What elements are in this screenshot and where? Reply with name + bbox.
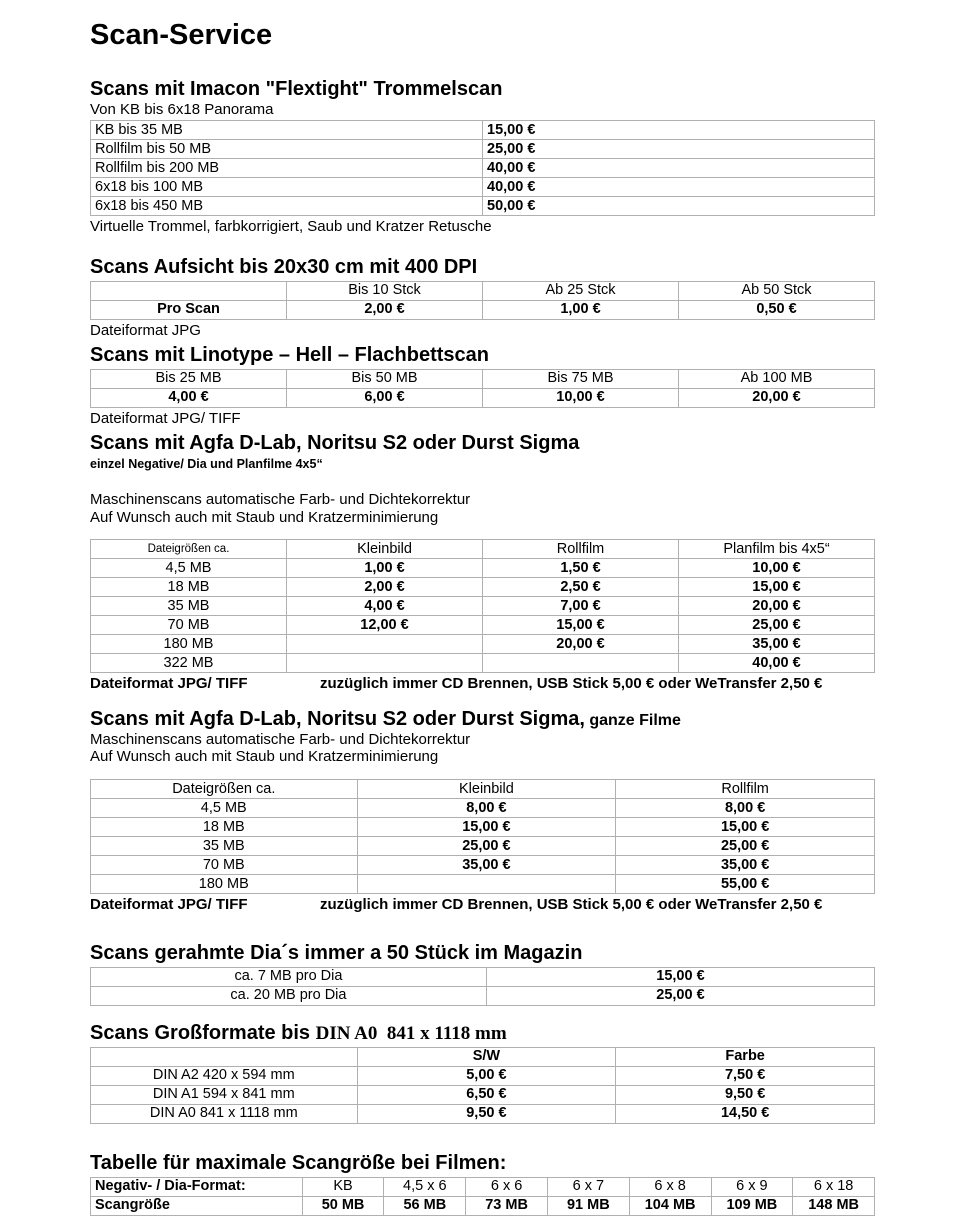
section-heading-aufsicht: Scans Aufsicht bis 20x30 cm mit 400 DPI bbox=[90, 255, 478, 278]
table-cell: 15,00 € bbox=[486, 967, 874, 986]
table-cell: 6 x 9 bbox=[711, 1177, 793, 1196]
table-row bbox=[91, 967, 875, 986]
section-heading-imacon: Scans mit Imacon "Flextight" Trommelscan bbox=[90, 77, 503, 100]
table-cell: Negativ- / Dia-Format: bbox=[91, 1177, 303, 1196]
section-agfa-ganze bbox=[90, 708, 875, 914]
table-cell: 15,00 € bbox=[616, 818, 875, 837]
table-row bbox=[91, 540, 875, 559]
linotype-note: Dateiformat JPG/ TIFF bbox=[90, 410, 241, 428]
table-cell: 7,00 € bbox=[483, 597, 679, 616]
table-cell: 70 MB bbox=[91, 856, 358, 875]
surcharge-note: zuzüglich immer CD Brennen, USB Stick 5,00 € oder WeTransfer 2,50 € bbox=[320, 896, 823, 914]
scangroesse-table bbox=[90, 1177, 875, 1216]
table-cell: 40,00 € bbox=[483, 178, 875, 197]
table-cell: S/W bbox=[357, 1047, 616, 1066]
table-cell: 1,00 € bbox=[483, 300, 679, 319]
table-cell: 2,50 € bbox=[483, 578, 679, 597]
table-cell: KB bbox=[302, 1177, 384, 1196]
table-cell: 9,50 € bbox=[616, 1085, 875, 1104]
table-cell: 1,00 € bbox=[287, 559, 483, 578]
table-cell: Farbe bbox=[616, 1047, 875, 1066]
table-cell: Ab 100 MB bbox=[679, 370, 875, 389]
table-cell: 40,00 € bbox=[483, 159, 875, 178]
table-cell: Kleinbild bbox=[357, 780, 616, 799]
table-cell: Ab 25 Stck bbox=[483, 281, 679, 300]
table-cell: 56 MB bbox=[384, 1196, 466, 1215]
table-cell: 50,00 € bbox=[483, 197, 875, 216]
agfa-ganze-line2: Auf Wunsch auch mit Staub und Kratzerminimierung bbox=[90, 748, 439, 766]
table-cell: 20,00 € bbox=[679, 389, 875, 408]
table-cell: 6x18 bis 450 MB bbox=[91, 197, 483, 216]
table-cell: 20,00 € bbox=[679, 597, 875, 616]
table-cell: ca. 20 MB pro Dia bbox=[91, 986, 487, 1005]
agfa-ganze-line1: Maschinenscans automatische Farb- und Dichtekorrektur bbox=[90, 730, 471, 748]
table-row bbox=[91, 799, 875, 818]
table-cell: 6 x 6 bbox=[466, 1177, 548, 1196]
table-row bbox=[91, 197, 875, 216]
table-cell: 6,50 € bbox=[357, 1085, 616, 1104]
agfa-ganze-price-table bbox=[90, 779, 875, 894]
aufsicht-price-table bbox=[90, 281, 875, 320]
table-row bbox=[91, 635, 875, 654]
table-row bbox=[91, 1196, 875, 1215]
table-cell: 18 MB bbox=[91, 578, 287, 597]
table-cell: 91 MB bbox=[547, 1196, 629, 1215]
table-cell: Planfilm bis 4x5“ bbox=[679, 540, 875, 559]
table-cell: Rollfilm bbox=[483, 540, 679, 559]
imacon-price-table bbox=[90, 120, 875, 216]
table-cell: 35,00 € bbox=[679, 635, 875, 654]
section-heading-agfa-ganze bbox=[90, 708, 875, 731]
table-cell: 40,00 € bbox=[679, 654, 875, 673]
table-cell: 73 MB bbox=[466, 1196, 548, 1215]
file-format-label: Dateiformat JPG/ TIFF bbox=[90, 896, 248, 914]
table-cell: 180 MB bbox=[91, 635, 287, 654]
table-cell: 5,00 € bbox=[357, 1066, 616, 1085]
table-cell: 6 x 7 bbox=[547, 1177, 629, 1196]
table-cell: 35,00 € bbox=[616, 856, 875, 875]
table-row bbox=[91, 281, 875, 300]
table-cell bbox=[357, 875, 616, 894]
table-cell: Bis 10 Stck bbox=[287, 281, 483, 300]
table-cell: 109 MB bbox=[711, 1196, 793, 1215]
table-row bbox=[91, 875, 875, 894]
table-row bbox=[91, 578, 875, 597]
table-cell: 25,00 € bbox=[616, 837, 875, 856]
table-cell bbox=[91, 281, 287, 300]
table-cell: Bis 25 MB bbox=[91, 370, 287, 389]
table-cell: 35,00 € bbox=[357, 856, 616, 875]
table-row bbox=[91, 159, 875, 178]
table-cell: 2,00 € bbox=[287, 578, 483, 597]
agfa-ganze-footer bbox=[90, 896, 875, 913]
table-cell: 20,00 € bbox=[483, 635, 679, 654]
section-grossformate bbox=[90, 1022, 875, 1124]
section-linotype bbox=[90, 344, 875, 427]
table-row bbox=[91, 654, 875, 673]
table-cell: DIN A0 841 x 1118 mm bbox=[91, 1104, 358, 1123]
table-row bbox=[91, 986, 875, 1005]
table-cell: 1,50 € bbox=[483, 559, 679, 578]
section-scangroesse bbox=[90, 1152, 875, 1216]
section-agfa-einzel bbox=[90, 432, 875, 692]
table-cell: 6 x 8 bbox=[629, 1177, 711, 1196]
section-heading-agfa-einzel: Scans mit Agfa D-Lab, Noritsu S2 oder Durst Sigma bbox=[90, 432, 580, 455]
table-cell: Bis 50 MB bbox=[287, 370, 483, 389]
table-cell: 15,00 € bbox=[357, 818, 616, 837]
heading-main: Scans mit Agfa D-Lab, Noritsu S2 oder Durst Sigma, bbox=[90, 707, 585, 730]
table-cell: 10,00 € bbox=[483, 389, 679, 408]
agfa-einzel-price-table bbox=[90, 539, 875, 673]
table-cell: 104 MB bbox=[629, 1196, 711, 1215]
table-cell: DIN A1 594 x 841 mm bbox=[91, 1085, 358, 1104]
table-cell: 2,00 € bbox=[287, 300, 483, 319]
table-cell: 25,00 € bbox=[486, 986, 874, 1005]
agfa-einzel-footer bbox=[90, 675, 875, 692]
table-cell: 8,00 € bbox=[357, 799, 616, 818]
table-cell: Kleinbild bbox=[287, 540, 483, 559]
table-cell: 8,00 € bbox=[616, 799, 875, 818]
table-cell: Dateigrößen ca. bbox=[91, 780, 358, 799]
table-cell: 10,00 € bbox=[679, 559, 875, 578]
table-row bbox=[91, 389, 875, 408]
table-cell bbox=[287, 635, 483, 654]
table-row bbox=[91, 837, 875, 856]
section-heading-grossformate bbox=[90, 1022, 875, 1045]
grossformate-price-table bbox=[90, 1047, 875, 1124]
table-row bbox=[91, 1047, 875, 1066]
table-row bbox=[91, 140, 875, 159]
table-cell: 18 MB bbox=[91, 818, 358, 837]
heading-serif-part: DIN A0 841 x 1118 mm bbox=[315, 1022, 507, 1044]
table-cell: 25,00 € bbox=[357, 837, 616, 856]
table-cell: 4,00 € bbox=[287, 597, 483, 616]
section-heading-scangroesse: Tabelle für maximale Scangröße bei Filmen: bbox=[90, 1151, 507, 1174]
dias-price-table bbox=[90, 967, 875, 1006]
table-cell: 4,5 x 6 bbox=[384, 1177, 466, 1196]
aufsicht-note: Dateiformat JPG bbox=[90, 321, 201, 339]
table-cell: Bis 75 MB bbox=[483, 370, 679, 389]
heading-suffix: ganze Filme bbox=[584, 711, 681, 729]
table-row bbox=[91, 1066, 875, 1085]
table-cell: 14,50 € bbox=[616, 1104, 875, 1123]
imacon-subtitle: Von KB bis 6x18 Panorama bbox=[90, 100, 274, 118]
section-imacon bbox=[90, 78, 875, 236]
table-row bbox=[91, 1104, 875, 1123]
table-row bbox=[91, 1177, 875, 1196]
table-row bbox=[91, 616, 875, 635]
agfa-einzel-line2: Auf Wunsch auch mit Staub und Kratzerminimierung bbox=[90, 508, 439, 526]
table-cell: 180 MB bbox=[91, 875, 358, 894]
table-cell: 15,00 € bbox=[483, 121, 875, 140]
table-cell bbox=[287, 654, 483, 673]
table-cell: ca. 7 MB pro Dia bbox=[91, 967, 487, 986]
table-cell: 0,50 € bbox=[679, 300, 875, 319]
table-cell: DIN A2 420 x 594 mm bbox=[91, 1066, 358, 1085]
table-cell: 6,00 € bbox=[287, 389, 483, 408]
table-cell: Scangröße bbox=[91, 1196, 303, 1215]
table-row bbox=[91, 178, 875, 197]
table-cell: 70 MB bbox=[91, 616, 287, 635]
table-cell: Rollfilm bis 200 MB bbox=[91, 159, 483, 178]
table-row bbox=[91, 559, 875, 578]
table-cell: 322 MB bbox=[91, 654, 287, 673]
table-cell: 4,5 MB bbox=[91, 799, 358, 818]
table-cell: 15,00 € bbox=[679, 578, 875, 597]
agfa-einzel-line1: Maschinenscans automatische Farb- und Dichtekorrektur bbox=[90, 491, 471, 509]
table-cell: 4,00 € bbox=[91, 389, 287, 408]
table-row bbox=[91, 370, 875, 389]
page-title: Scan-Service bbox=[90, 19, 273, 51]
table-cell: 7,50 € bbox=[616, 1066, 875, 1085]
table-cell: Ab 50 Stck bbox=[679, 281, 875, 300]
table-cell: Dateigrößen ca. bbox=[91, 540, 287, 559]
table-cell bbox=[91, 1047, 358, 1066]
table-cell: 25,00 € bbox=[483, 140, 875, 159]
imacon-note: Virtuelle Trommel, farbkorrigiert, Saub und Kratzer Retusche bbox=[90, 218, 492, 236]
table-row bbox=[91, 818, 875, 837]
surcharge-note: zuzüglich immer CD Brennen, USB Stick 5,00 € oder WeTransfer 2,50 € bbox=[320, 675, 823, 693]
section-aufsicht bbox=[90, 256, 875, 339]
table-row bbox=[91, 597, 875, 616]
table-row bbox=[91, 121, 875, 140]
table-cell: 50 MB bbox=[302, 1196, 384, 1215]
file-format-label: Dateiformat JPG/ TIFF bbox=[90, 675, 248, 693]
table-cell: 35 MB bbox=[91, 837, 358, 856]
linotype-price-table bbox=[90, 369, 875, 408]
table-row bbox=[91, 1085, 875, 1104]
table-cell: 35 MB bbox=[91, 597, 287, 616]
table-cell: 15,00 € bbox=[483, 616, 679, 635]
heading-main: Scans Großformate bis bbox=[90, 1021, 316, 1044]
table-cell: 4,5 MB bbox=[91, 559, 287, 578]
table-cell: 6x18 bis 100 MB bbox=[91, 178, 483, 197]
table-cell: Pro Scan bbox=[91, 300, 287, 319]
table-cell: 9,50 € bbox=[357, 1104, 616, 1123]
agfa-einzel-subheading: einzel Negative/ Dia und Planfilme 4x5“ bbox=[90, 457, 323, 472]
table-cell: 25,00 € bbox=[679, 616, 875, 635]
table-row bbox=[91, 780, 875, 799]
table-cell: 12,00 € bbox=[287, 616, 483, 635]
table-cell: Rollfilm bis 50 MB bbox=[91, 140, 483, 159]
section-heading-linotype: Scans mit Linotype – Hell – Flachbettscan bbox=[90, 344, 490, 367]
section-dias bbox=[90, 942, 875, 1006]
table-row bbox=[91, 856, 875, 875]
table-cell: KB bis 35 MB bbox=[91, 121, 483, 140]
table-cell: 6 x 18 bbox=[793, 1177, 875, 1196]
section-heading-dias: Scans gerahmte Dia´s immer a 50 Stück im Magazin bbox=[90, 941, 583, 964]
table-cell: 55,00 € bbox=[616, 875, 875, 894]
table-cell bbox=[483, 654, 679, 673]
table-row bbox=[91, 300, 875, 319]
table-cell: 148 MB bbox=[793, 1196, 875, 1215]
table-cell: Rollfilm bbox=[616, 780, 875, 799]
